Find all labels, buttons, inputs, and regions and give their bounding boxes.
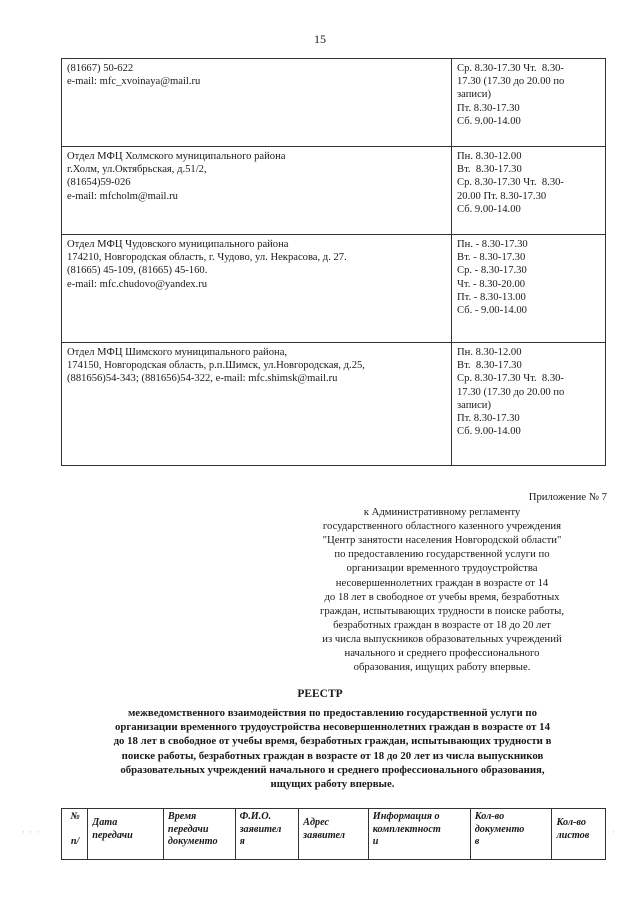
office-hours-line: Чт. - 8.30-20.00 — [457, 278, 526, 290]
office-hours-line: Пт. 8.30-17.30 — [457, 102, 520, 114]
column-header-name — [235, 809, 299, 860]
office-row — [62, 59, 606, 147]
appendix-line: начального и среднего профессионального — [344, 647, 540, 660]
column-header-line: комплектност — [372, 823, 441, 835]
office-hours-line: Ср. 8.30-17.30 Чт. 8.30- — [457, 373, 564, 385]
office-address: г.Холм, ул.Октябрьская, д.51/2, — [67, 164, 207, 176]
column-header-address — [299, 809, 369, 860]
office-hours-line: Ср. 8.30-17.30 Чт. 8.30- — [457, 63, 564, 74]
column-header-line: Кол-во — [556, 817, 586, 828]
office-row — [62, 147, 606, 235]
office-contact-cell — [62, 147, 452, 235]
registry-table — [61, 808, 606, 860]
office-hours-cell — [452, 147, 606, 235]
registry-title: РЕЕСТР — [297, 688, 343, 700]
office-contact-line: (81667) 50-622 — [67, 63, 134, 74]
office-hours-line: записи) — [457, 89, 491, 101]
office-hours-line: 17.30 (17.30 до 20.00 по — [457, 76, 565, 88]
column-header-date — [88, 809, 164, 860]
column-header-line: и — [372, 836, 379, 848]
appendix-line: к Административному регламенту — [363, 506, 521, 519]
office-contact-cell — [62, 235, 452, 343]
page-number: 15 — [314, 32, 326, 46]
column-header-line: передачи — [92, 829, 133, 841]
column-header-line: заявител — [303, 829, 345, 841]
office-address: 174210, Новгородская область, г. Чудово, ул. Некрасова, д. 27. — [67, 252, 347, 264]
appendix-line: государственного областного казенного учреждения — [322, 520, 562, 533]
column-header-line: Информация о — [372, 811, 440, 822]
office-hours-line: Ср. 8.30-17.30 Чт. 8.30- — [457, 177, 564, 189]
registry-header-row — [62, 809, 606, 860]
office-hours-line: Пн. 8.30-12.00 — [457, 151, 522, 162]
appendix-line: граждан, испытывающих трудности в поиске работы, — [320, 604, 564, 617]
office-hours-line: Пн. 8.30-12.00 — [457, 347, 522, 358]
column-header-line: в — [474, 836, 480, 848]
column-header-line: документо — [167, 836, 218, 848]
office-hours-line: Сб. 9.00-14.00 — [457, 115, 521, 127]
column-header-line: Адрес — [303, 817, 330, 828]
office-email: e-mail: mfc_xvoinaya@mail.ru — [67, 76, 201, 88]
office-phone-email: (881656)54-343; (881656)54-322, e-mail: mfc.shimsk@mail.ru — [67, 373, 338, 385]
appendix-title: Приложение № 7 — [528, 491, 607, 503]
column-header-line: № — [70, 811, 80, 822]
appendix-header — [277, 490, 607, 674]
office-hours-line: Вт. 8.30-17.30 — [457, 164, 522, 176]
appendix-line: образования, ищущих работу впервые. — [353, 661, 531, 674]
appendix-line: до 18 лет в свободное от учебы время, безработных — [324, 590, 560, 603]
column-header-line: передачи — [167, 823, 209, 835]
office-row — [62, 235, 606, 343]
office-email: e-mail: mfc.chudovo@yandex.ru — [67, 278, 208, 290]
column-header-line: Дата — [92, 817, 118, 828]
column-header-line: листов — [556, 829, 590, 841]
registry-subtitle-line: организации временного трудоустройства несовершеннолетних граждан в возрасте от 14 — [115, 721, 550, 734]
office-hours-cell — [452, 343, 606, 466]
office-hours-line: 20.00 Пт. 8.30-17.30 — [457, 190, 547, 202]
column-header-line: Ф.И.О. — [239, 811, 272, 822]
appendix-line: несовершеннолетних граждан в возрасте от 14 — [335, 576, 549, 589]
registry-subtitle-line: поиске работы, безработных граждан в возрасте от 18 до 20 лет из числа выпускников — [121, 749, 544, 762]
column-header-document-count — [470, 809, 552, 860]
column-header-line: я — [239, 836, 245, 848]
office-hours-line: записи) — [457, 399, 491, 411]
office-row — [62, 343, 606, 466]
column-header-sheet-count — [552, 809, 606, 860]
appendix-line: по предоставлению государственной услуги по — [334, 548, 550, 561]
appendix-line: безработных граждан в возрасте от 18 до 20 лет — [333, 618, 551, 631]
column-header-line: п/ — [70, 835, 80, 847]
office-hours-line: 17.30 (17.30 до 20.00 по — [457, 386, 565, 398]
office-phone: (81654)59-026 — [67, 177, 131, 189]
office-hours-line: Сб. 9.00-14.00 — [457, 426, 521, 438]
office-hours-line: Пн. - 8.30-17.30 — [457, 239, 528, 250]
registry-subtitle-line: ищущих работу впервые. — [270, 778, 395, 791]
office-hours-line: Вт. 8.30-17.30 — [457, 360, 522, 372]
office-hours-line: Пт. 8.30-17.30 — [457, 413, 520, 425]
registry-subtitle — [60, 706, 605, 791]
registry-subtitle-line: образовательных учреждений начального и среднего профессионального образования, — [120, 763, 545, 776]
office-hours-line: Сб. 9.00-14.00 — [457, 203, 521, 215]
office-name: Отдел МФЦ Шимского муниципального района, — [67, 347, 288, 358]
appendix-line: организации временного трудоустройства — [346, 562, 538, 575]
registry-subtitle-line: до 18 лет в свободное от учебы время, безработных граждан, испытывающих трудности в — [113, 735, 552, 748]
office-hours-line: Сб. - 9.00-14.00 — [457, 305, 527, 317]
office-address: 174150, Новгородская область, р.п.Шимск, ул.Новгородская, д.25, — [67, 360, 365, 372]
column-header-line: Время — [167, 811, 197, 822]
office-contact-cell — [62, 343, 452, 466]
scan-smudge-left: · · · — [22, 827, 41, 837]
scan-smudge-right: · — [612, 827, 616, 837]
offices-table — [61, 58, 606, 466]
office-phone: (81665) 45-109, (81665) 45-160. — [67, 265, 208, 277]
appendix-line: из числа выпускников образовательных учреждений — [322, 632, 562, 645]
column-header-time — [163, 809, 235, 860]
office-hours-line: Вт. - 8.30-17.30 — [457, 252, 526, 264]
office-name: Отдел МФЦ Чудовского муниципального района — [67, 239, 289, 250]
office-hours-line: Пт. - 8.30-13.00 — [457, 291, 526, 303]
column-header-completeness — [368, 809, 470, 860]
column-header-number — [62, 809, 88, 860]
column-header-line: Кол-во — [474, 811, 505, 822]
office-hours-cell — [452, 235, 606, 343]
office-name: Отдел МФЦ Холмского муниципального района — [67, 151, 286, 162]
appendix-line: "Центр занятости населения Новгородской области" — [322, 534, 562, 547]
office-contact-cell — [62, 59, 452, 147]
registry-subtitle-line: межведомственного взаимодействия по предоставлению государственной услуги по — [127, 707, 538, 719]
office-hours-line: Ср. - 8.30-17.30 — [457, 265, 527, 277]
office-hours-cell — [452, 59, 606, 147]
office-email: e-mail: mfcholm@mail.ru — [67, 190, 178, 202]
column-header-line: документо — [474, 823, 525, 835]
column-header-line: заявител — [239, 823, 282, 835]
